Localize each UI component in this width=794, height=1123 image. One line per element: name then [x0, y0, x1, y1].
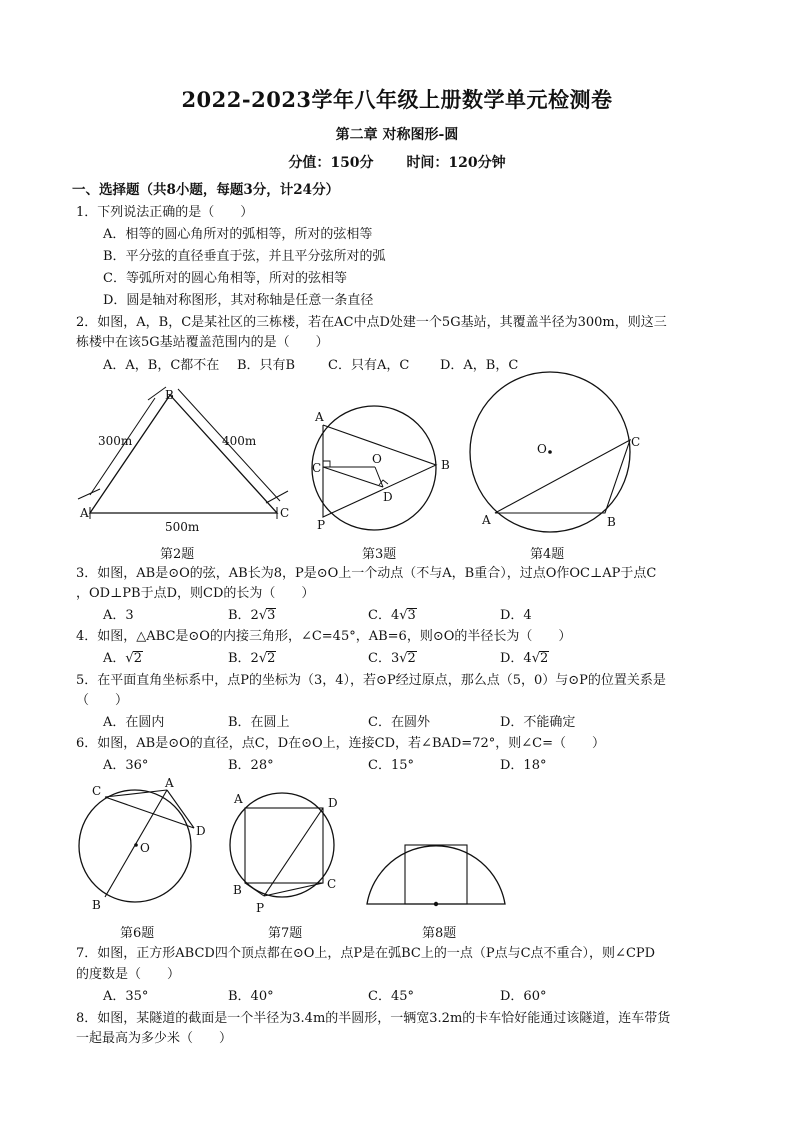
chapter-title: 第二章 对称图形-圆: [335, 127, 459, 143]
exam-title: 2022-2023学年八年级上册数学单元检测卷: [181, 87, 613, 112]
fig3-chords: [323, 425, 436, 517]
figure-6: [75, 776, 225, 915]
q4-d-radicand: 2: [540, 651, 549, 666]
figure-3: [305, 405, 455, 540]
fig8-semicircle: [367, 846, 505, 904]
q3-c-radicand: 3: [407, 608, 416, 623]
fig3-label-b: B: [441, 458, 450, 472]
q3-stem-line1: 3．如图，AB是⊙O的弦，AB长为8，P是⊙O上一个动点（不与A，B重合），过点O作OC⊥AP于点C: [76, 566, 657, 581]
fig6-center-dot: [134, 843, 138, 847]
fig2-label-c: C: [280, 506, 290, 520]
fig3-circle: [312, 406, 436, 530]
q7-option-c: C．45°: [368, 989, 414, 1004]
q7-option-a: A．35°: [103, 989, 149, 1004]
q7-option-d: D．60°: [500, 989, 547, 1004]
q5-option-d: D．不能确定: [500, 715, 576, 730]
q3-b-radicand: 3: [267, 608, 276, 623]
q4-option-d: D．4√2: [500, 651, 549, 666]
q3-option-d: D．4: [500, 608, 532, 623]
fig2-len-ac: 500m: [165, 520, 200, 534]
score-text: 分值：150分: [288, 155, 374, 171]
fig2-len-bc: 400m: [222, 434, 257, 448]
fig7-pc: [264, 883, 323, 896]
fig2-tick-a: [78, 489, 100, 499]
fig6-label-d: D: [196, 824, 206, 838]
q4-option-a: A．√2: [103, 651, 142, 666]
fig3-caption: 第3题: [362, 547, 397, 562]
q3-option-a: A．3: [103, 608, 134, 623]
q5-stem-line1: 5．在平面直角坐标系中，点P的坐标为（3，4），若⊙P经过原点，那么点（5，0）与⊙P的位置关系是: [76, 673, 666, 688]
fig2-caption: 第2题: [160, 547, 195, 562]
fig7-label-a: A: [234, 792, 243, 806]
q7-stem-line2: 的度数是（ ）: [76, 967, 181, 982]
q3-c-coef: C．4: [368, 608, 400, 623]
q2-stem-line1: 2．如图，A，B，C是某社区的三栋楼，若在AC中点D处建一个5G基站，其覆盖半径为300m，则这三: [76, 315, 667, 330]
q3-option-b: B．2√3: [228, 608, 276, 623]
q3-option-c: C．4√3: [368, 608, 416, 623]
q4-stem: 4．如图，△ABC是⊙O的内接三角形，∠C=45°，AB=6，则⊙O的半径长为（ ）: [76, 629, 572, 644]
q5-option-c: C．在圆外: [368, 715, 430, 730]
q5-option-a: A．在圆内: [103, 715, 165, 730]
fig3-cd: [323, 467, 383, 487]
fig3-label-o: O: [372, 452, 382, 466]
fig3-label-d: D: [383, 490, 393, 504]
fig7-bp: [245, 883, 264, 896]
q6-option-d: D．18°: [500, 758, 547, 773]
figure-4: [465, 380, 645, 535]
fig3-label-p: P: [317, 518, 326, 532]
q4-a-radicand: 2: [133, 651, 142, 666]
fig4-label-a: A: [482, 513, 491, 527]
fig3-label-c: C: [312, 461, 322, 475]
q1-option-c: C．等弧所对的圆心角相等，所对的弦相等: [103, 271, 347, 286]
fig7-caption: 第7题: [268, 926, 303, 941]
figure-8: [365, 835, 510, 915]
q3-b-coef: B．2: [228, 608, 259, 623]
fig7-circle: [230, 793, 337, 897]
fig6-label-c: C: [92, 784, 102, 798]
fig6-caption: 第6题: [120, 926, 155, 941]
q2-option-c: C．只有A，C: [328, 358, 410, 373]
fig4-caption: 第4题: [530, 547, 565, 562]
q1-stem: 1．下列说法正确的是（ ）: [76, 205, 254, 220]
q2-option-a: A．A，B，C都不在: [103, 358, 220, 373]
fig3-od: [375, 467, 383, 487]
fig7-label-d: D: [328, 796, 338, 810]
fig2-len-ab: 300m: [98, 434, 133, 448]
section-heading: 一、选择题（共8小题，每题3分，计24分）: [72, 182, 340, 198]
figure-7: [228, 790, 348, 915]
exam-meta: [0, 152, 794, 172]
q8-stem-line1: 8．如图，某隧道的截面是一个半径为3.4m的半圆形，一辆宽3.2m的卡车恰好能通过该隧道，连车带货: [76, 1011, 671, 1026]
q6-option-c: C．15°: [368, 758, 414, 773]
q7-stem-line1: 7．如图，正方形ABCD四个顶点都在⊙O上，点P是在弧BC上的一点（P点与C点不重合），则∠CPD: [76, 946, 656, 961]
fig7-label-c: C: [327, 877, 337, 891]
q4-d-coef: D．4: [500, 651, 532, 666]
fig7-square: [245, 808, 323, 883]
q4-b-radicand: 2: [267, 651, 276, 666]
fig2-label-b: B: [165, 388, 174, 402]
fig4-label-c: C: [631, 435, 641, 449]
q4-a-prefix: A．: [103, 651, 126, 666]
fig3-right-angle-c: [323, 461, 330, 467]
q6-stem: 6．如图，AB是⊙O的直径，点C，D在⊙O上，连接CD，若∠BAD=72°，则∠C=（ ）: [76, 736, 605, 751]
q5-stem-line2: （ ）: [76, 693, 129, 708]
fig4-label-b: B: [607, 515, 616, 529]
fig2-tick-b1: [148, 387, 166, 400]
q2-stem-line2: 栋楼中在该5G基站覆盖范围内的是（ ）: [76, 335, 329, 350]
q4-option-b: B．2√2: [228, 651, 276, 666]
fig4-label-o: O: [537, 442, 547, 456]
q4-c-coef: C．3: [368, 651, 400, 666]
q7-option-b: B．40°: [228, 989, 274, 1004]
fig3-label-a: A: [315, 410, 324, 424]
fig6-label-a: A: [165, 776, 174, 790]
q1-option-a: A．相等的圆心角所对的弧相等，所对的弦相等: [103, 227, 373, 242]
q5-option-b: B．在圆上: [228, 715, 290, 730]
fig4-triangle: [495, 440, 630, 513]
q6-option-a: A．36°: [103, 758, 149, 773]
q4-c-radicand: 2: [407, 651, 416, 666]
q4-option-c: C．3√2: [368, 651, 416, 666]
q2-option-b: B．只有B: [237, 358, 296, 373]
q1-option-d: D．圆是轴对称图形，其对称轴是任意一条直径: [103, 293, 374, 308]
fig6-label-o: O: [140, 841, 150, 855]
fig6-chord-ad: [167, 790, 194, 828]
time-text: 时间：120分钟: [406, 155, 506, 171]
fig8-truck-rect: [405, 845, 467, 904]
q3-stem-line2: ，OD⊥PB于点D，则CD的长为（ ）: [76, 586, 315, 601]
fig7-label-p: P: [256, 901, 265, 915]
fig4-center-dot: [548, 450, 552, 454]
q2-option-d: D．A，B，C: [440, 358, 519, 373]
fig6-label-b: B: [92, 898, 101, 912]
fig8-center-dot: [434, 902, 438, 906]
fig8-caption: 第8题: [422, 926, 457, 941]
q1-option-b: B．平分弦的直径垂直于弦，并且平分弦所对的弧: [103, 249, 386, 264]
fig2-tick-c: [266, 491, 288, 503]
q8-stem-line2: 一起最高为多少米（ ）: [76, 1031, 233, 1046]
fig7-label-b: B: [233, 883, 242, 897]
q6-option-b: B．28°: [228, 758, 274, 773]
q4-b-coef: B．2: [228, 651, 259, 666]
fig2-label-a: A: [80, 506, 89, 520]
figure-2: [70, 385, 300, 535]
